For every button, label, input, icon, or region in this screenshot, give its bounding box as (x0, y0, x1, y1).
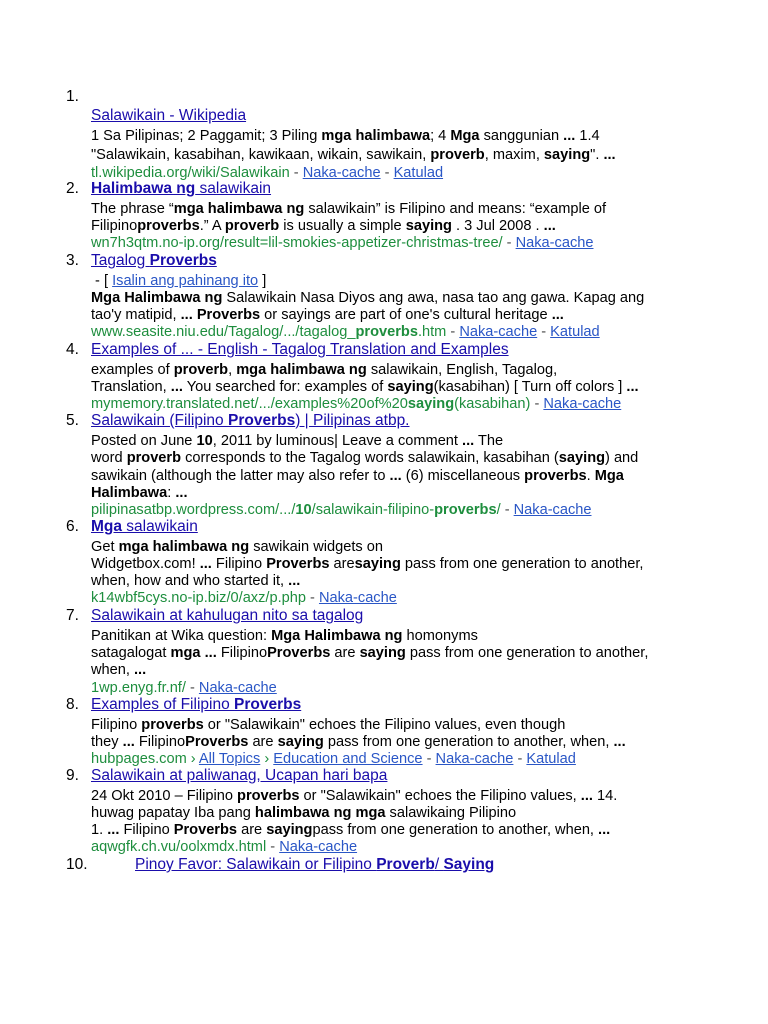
translate-page-link[interactable]: Isalin ang pahinang ito (112, 273, 259, 289)
result-title-link[interactable] (91, 341, 509, 358)
snippet-text: Filipino (211, 556, 267, 572)
snippet-bold: halimbawa ng mga (254, 805, 386, 821)
title-text: Pinoy Favor: Salawikain or Filipino (135, 856, 377, 873)
title-text: Examples of Filipino (91, 696, 235, 713)
result-url (91, 751, 199, 767)
snippet-bold: proverb (430, 147, 485, 163)
snippet-line (91, 733, 626, 751)
title-bold: Mga (91, 518, 122, 535)
title-text: salawikain (122, 518, 198, 535)
url-bold: proverbs (355, 324, 418, 340)
snippet-bold: proverbs (524, 468, 587, 484)
snippet-text: 24 Okt 2010 – Filipino (91, 788, 238, 804)
snippet-line (91, 661, 146, 679)
snippet-text: salawikain, English, Tagalog, (366, 362, 558, 378)
result-number: 4. (66, 341, 79, 358)
snippet-text: when, (91, 662, 134, 678)
snippet-bold: saying (405, 218, 452, 234)
title-bold: Proverbs (149, 252, 217, 269)
result-number: 10. (66, 856, 88, 873)
snippet-bold: ... (122, 734, 135, 750)
title-text: Examples of ... - English - Tagalog Translation and Examples (91, 341, 509, 358)
link-separator: - (537, 324, 551, 340)
snippet-bold: ... (107, 822, 120, 838)
snippet-bold: saying (266, 822, 313, 838)
cached-link[interactable]: Naka-cache (543, 396, 622, 412)
result-title-link[interactable] (91, 607, 363, 624)
snippet-bold: Halimbawa (91, 485, 168, 501)
snippet-bold: proverbs (137, 218, 200, 234)
result-title-link[interactable] (135, 856, 494, 873)
snippet-text: Get (91, 539, 119, 555)
snippet-text: pass from one generation to another, (405, 645, 649, 661)
link-separator: - (500, 502, 514, 518)
snippet-text: word (91, 450, 127, 466)
snippet-text: tao'y matipid, (91, 307, 181, 323)
title-bold: Saying (443, 856, 495, 873)
snippet-bold: saying (543, 147, 591, 163)
result-url-line (91, 323, 600, 341)
snippet-text: . 3 Jul 2008 . (451, 218, 544, 234)
snippet-bold: proverbs (141, 717, 204, 733)
snippet-text: Panitikan at Wika question: (91, 628, 272, 644)
snippet-text: ". (590, 147, 604, 163)
result-url (91, 396, 530, 412)
title-text: Salawikain - Wikipedia (91, 107, 247, 124)
snippet-text: salawikaing Pilipino (385, 805, 517, 821)
snippet-text: , 2011 by luminous| Leave a comment (212, 433, 463, 449)
snippet-text: , maxim, (484, 147, 544, 163)
snippet-line (91, 306, 564, 324)
result-title-line (135, 856, 494, 874)
snippet-bold: saying (558, 450, 606, 466)
url-text: hubpages.com › (91, 751, 199, 767)
snippet-bold: Proverbs (196, 307, 261, 323)
snippet-text: (6) miscellaneous (401, 468, 525, 484)
result-title-line (91, 412, 410, 430)
snippet-text: Filipino (134, 734, 186, 750)
snippet-line (91, 289, 644, 307)
snippet-bold: Proverbs (173, 822, 238, 838)
breadcrumb-separator: › (260, 751, 274, 767)
snippet-line (91, 127, 600, 145)
link-separator: - (185, 680, 199, 696)
snippet-text: are (330, 645, 360, 661)
result-title-link[interactable] (91, 518, 198, 535)
title-text: Salawikain at paliwanag, Ucapan hari bapa (91, 767, 388, 784)
snippet-bold: ... (551, 307, 564, 323)
result-title-line (91, 252, 217, 270)
title-bold: Proverb (376, 856, 435, 873)
link-separator: - (513, 751, 527, 767)
result-title-line (91, 696, 301, 714)
snippet-bold: proverbs (237, 788, 300, 804)
snippet-text: 14. (592, 788, 618, 804)
snippet-line (91, 787, 617, 805)
snippet-text: is usually a simple (279, 218, 406, 234)
snippet-bold: Proverbs (185, 734, 249, 750)
url-text: www.seasite.niu.edu/Tagalog/.../tagalog_ (91, 324, 356, 340)
snippet-line (91, 449, 638, 467)
url-text: pilipinasatbp.wordpress.com/.../ (91, 502, 296, 518)
snippet-text: 1 Sa Pilipinas; 2 Paggamit; 3 Piling (91, 128, 322, 144)
result-number: 2. (66, 180, 79, 197)
cached-link[interactable]: Naka-cache (459, 324, 538, 340)
url-text: tl.wikipedia.org/wiki/Salawikain (91, 165, 290, 181)
snippet-line (91, 644, 648, 662)
result-url (91, 324, 446, 340)
url-text: 1wp.enyg.fr.nf/ (91, 680, 186, 696)
title-text: Salawikain (Filipino (91, 412, 228, 429)
cached-link[interactable]: Naka-cache (513, 502, 592, 518)
snippet-bold: mga (170, 645, 201, 661)
snippet-text: The phrase “ (91, 201, 174, 217)
snippet-line (91, 484, 188, 502)
result-url-line (91, 501, 592, 519)
snippet-line (91, 200, 606, 218)
breadcrumb-link[interactable]: Education and Science (273, 751, 423, 767)
link-separator: - (502, 235, 516, 251)
cached-link[interactable]: Naka-cache (318, 590, 397, 606)
snippet-text: Filipino (119, 822, 174, 838)
similar-link[interactable]: Katulad (393, 165, 444, 181)
snippet-text: when, how and who started it, (91, 573, 289, 589)
snippet-bold: ... (175, 485, 188, 501)
result-url-line (91, 234, 593, 252)
snippet-text: . (586, 468, 595, 484)
snippet-bold: ... (563, 128, 576, 144)
snippet-line (91, 432, 503, 450)
result-title-line (91, 518, 198, 536)
snippet-bold: ... (626, 379, 639, 395)
snippet-text: .” A (199, 218, 225, 234)
snippet-text: pass from one generation to another, when, (323, 734, 614, 750)
link-separator: - (380, 165, 394, 181)
snippet-text: , (228, 362, 237, 378)
snippet-text: examples of (91, 362, 174, 378)
snippet-line (91, 555, 643, 573)
result-number: 8. (66, 696, 79, 713)
snippet-text: 1.4 (575, 128, 600, 144)
result-number: 7. (66, 607, 79, 624)
snippet-bold: saying (359, 645, 406, 661)
snippet-bold: ... (462, 433, 475, 449)
snippet-text: salawikain” is Filipino and means: “example of (304, 201, 607, 217)
snippet-bold: ... (199, 556, 212, 572)
snippet-text: satagalogat (91, 645, 171, 661)
snippet-bold: proverb (173, 362, 229, 378)
title-text: Salawikain at kahulugan nito sa tagalog (91, 607, 364, 624)
cached-link[interactable]: Naka-cache (279, 839, 358, 855)
result-title-link[interactable] (91, 696, 301, 713)
result-url (91, 165, 290, 181)
result-title-link[interactable] (91, 767, 387, 784)
snippet-bold: proverb (126, 450, 182, 466)
snippet-line (91, 821, 610, 839)
cached-link[interactable]: Naka-cache (515, 235, 594, 251)
title-text: salawikain (195, 180, 272, 197)
snippet-line (91, 716, 565, 734)
snippet-text: Salawikain Nasa Diyos ang awa, nasa tao ang gawa. Kapag ang (222, 290, 645, 306)
result-url (91, 590, 306, 606)
snippet-line (91, 146, 616, 164)
title-text: ) | Pilipinas atbp. (295, 412, 410, 429)
result-number: 5. (66, 412, 79, 429)
snippet-bold: proverb (224, 218, 280, 234)
snippet-bold: Mga (594, 468, 624, 484)
title-text: Tagalog (91, 252, 150, 269)
result-title-link[interactable] (91, 252, 217, 269)
snippet-text: or "Salawikain" echoes the Filipino values, even though (203, 717, 566, 733)
link-separator: - (289, 165, 303, 181)
snippet-bold: ... (288, 573, 301, 589)
snippet-bold: ... (204, 645, 217, 661)
title-bold: Proverbs (227, 412, 296, 429)
url-bold: saying (407, 396, 455, 412)
snippet-bold: ... (180, 307, 193, 323)
snippet-bold: Proverbs (266, 556, 330, 572)
snippet-bold: ... (580, 788, 593, 804)
snippet-text: Widgetbox.com! (91, 556, 200, 572)
snippet-bold: ... (598, 822, 611, 838)
result-url-line (91, 395, 621, 413)
translate-suffix: ] (258, 273, 267, 289)
snippet-text: are (329, 556, 355, 572)
translate-line (91, 272, 266, 290)
result-title-link[interactable] (91, 412, 410, 429)
result-number: 9. (66, 767, 79, 784)
snippet-text: ) and (605, 450, 639, 466)
snippet-bold: Mga Halimbawa ng (271, 628, 403, 644)
snippet-text: Filipino (91, 717, 142, 733)
url-text: aqwgfk.ch.vu/oolxmdx.html (91, 839, 267, 855)
snippet-bold: ... (389, 468, 402, 484)
snippet-bold: ... (603, 147, 616, 163)
result-title-link[interactable] (91, 107, 246, 124)
result-number: 3. (66, 252, 79, 269)
snippet-bold: 10 (196, 433, 213, 449)
snippet-text: 1. (91, 822, 108, 838)
snippet-text: The (474, 433, 504, 449)
result-url (91, 680, 186, 696)
breadcrumb-link[interactable]: All Topics (198, 751, 261, 767)
snippet-bold: mga halimbawa (321, 128, 431, 144)
url-text: / (496, 502, 501, 518)
similar-link[interactable]: Katulad (526, 751, 576, 767)
snippet-bold: saying (387, 379, 434, 395)
snippet-text: sawikain (although the latter may also refer to (91, 468, 390, 484)
url-bold: proverbs (434, 502, 497, 518)
similar-link[interactable]: Katulad (550, 324, 600, 340)
url-text: wn7h3qtm.no-ip.org/result=lil-smokies-appetizer-christmas-tree/ (91, 235, 503, 251)
result-url-line (91, 589, 397, 607)
snippet-text: homonyms (402, 628, 478, 644)
snippet-text: they (91, 734, 123, 750)
url-text: (kasabihan) (454, 396, 531, 412)
result-url (91, 235, 503, 251)
link-separator: - (422, 751, 436, 767)
snippet-text: are (237, 822, 267, 838)
url-text: k14wbf5cys.no-ip.biz/0/axz/p.php (91, 590, 306, 606)
title-text: / (434, 856, 444, 873)
link-separator: - (530, 396, 544, 412)
snippet-text: : (167, 485, 176, 501)
cached-link[interactable]: Naka-cache (302, 165, 381, 181)
snippet-bold: Mga (450, 128, 480, 144)
link-separator: - (266, 839, 280, 855)
snippet-text: Translation, (91, 379, 171, 395)
result-title-link[interactable] (91, 180, 271, 197)
result-number: 1. (66, 88, 79, 105)
snippet-text: or "Salawikain" echoes the Filipino values, (299, 788, 581, 804)
result-url (91, 502, 501, 518)
result-title-line (91, 341, 509, 359)
snippet-bold: Proverbs (267, 645, 331, 661)
snippet-line (91, 538, 383, 556)
result-title-line (91, 107, 246, 125)
snippet-bold: Mga Halimbawa ng (91, 290, 223, 306)
cached-link[interactable]: Naka-cache (198, 680, 277, 696)
snippet-text: Filipino (91, 218, 138, 234)
url-text: /salawikain-filipino- (311, 502, 435, 518)
link-separator: - (446, 324, 460, 340)
snippet-text: You searched for: examples of (182, 379, 388, 395)
snippet-text: corresponds to the Tagalog words salawikain, kasabihan ( (181, 450, 559, 466)
title-bold: Proverbs (234, 696, 302, 713)
url-text: .htm (417, 324, 447, 340)
result-title-line (91, 767, 387, 785)
link-separator: - (305, 590, 319, 606)
snippet-bold: ... (170, 379, 183, 395)
snippet-bold: ... (613, 734, 626, 750)
snippet-text: are (248, 734, 278, 750)
result-url-line (91, 750, 576, 768)
snippet-line (91, 572, 300, 590)
snippet-text: Filipino (216, 645, 268, 661)
snippet-text: huwag papatay Iba pang (91, 805, 255, 821)
snippet-text: pass from one generation to another, (400, 556, 644, 572)
snippet-text: pass from one generation to another, when, (312, 822, 599, 838)
result-url-line (91, 679, 277, 697)
title-bold: Halimbawa ng (91, 180, 196, 197)
result-url-line (91, 838, 357, 856)
snippet-bold: saying (354, 556, 401, 572)
snippet-line (91, 467, 624, 485)
result-title-line (91, 180, 271, 198)
snippet-line (91, 627, 478, 645)
result-title-line (91, 607, 363, 625)
snippet-text: ; 4 (430, 128, 451, 144)
translate-prefix: - [ (91, 273, 113, 289)
snippet-bold: mga halimbawa ng (236, 362, 367, 378)
snippet-bold: mga halimbawa ng (173, 201, 305, 217)
snippet-text: or sayings are part of one's cultural heritage (260, 307, 552, 323)
snippet-text: Posted on June (91, 433, 197, 449)
result-number: 6. (66, 518, 79, 535)
cached-link[interactable]: Naka-cache (435, 751, 514, 767)
url-bold: 10 (295, 502, 312, 518)
snippet-line (91, 378, 639, 396)
snippet-text: "Salawikain, kasabihan, kawikaan, wikain, sawikain, (91, 147, 431, 163)
snippet-text: sawikain widgets on (249, 539, 383, 555)
url-text: mymemory.translated.net/.../examples%20of%20 (91, 396, 408, 412)
result-url (91, 839, 266, 855)
snippet-bold: mga halimbawa ng (118, 539, 250, 555)
snippet-line (91, 217, 556, 235)
snippet-line (91, 361, 557, 379)
snippet-text: sanggunian (479, 128, 564, 144)
snippet-bold: ... (543, 218, 556, 234)
snippet-line (91, 804, 516, 822)
snippet-bold: saying (277, 734, 324, 750)
snippet-bold: ... (134, 662, 147, 678)
snippet-text: (kasabihan) [ Turn off colors ] (433, 379, 627, 395)
